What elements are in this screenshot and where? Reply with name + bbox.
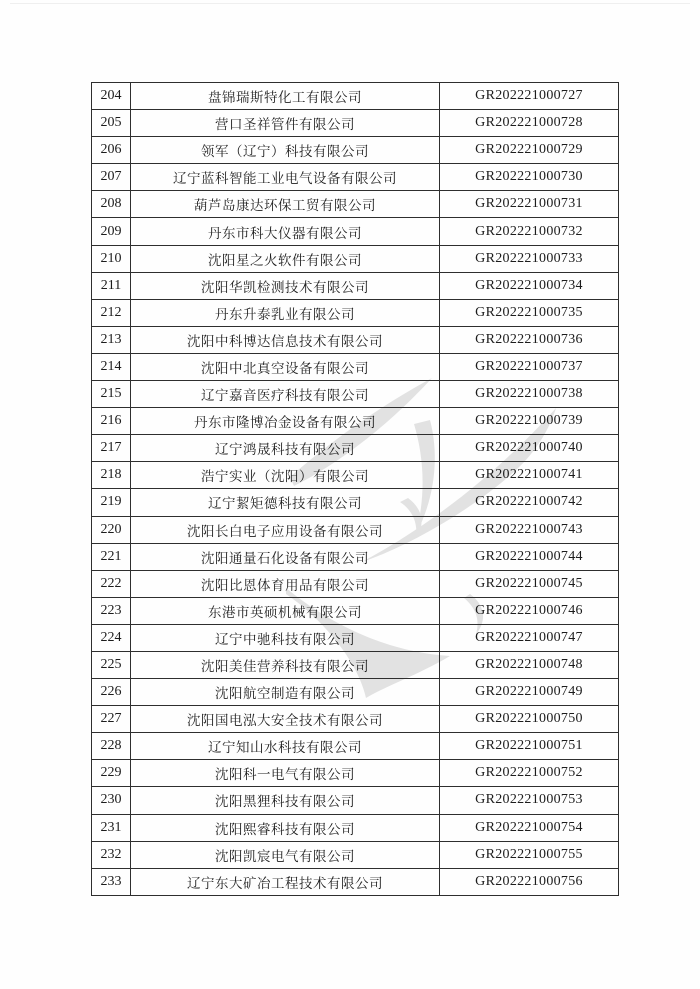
certificate-code: GR202221000739: [440, 408, 619, 435]
table-row: [92, 651, 619, 678]
company-name: 葫芦岛康达环保工贸有限公司: [131, 191, 440, 218]
row-number: 231: [92, 814, 131, 841]
scan-edge-artifact: [10, 3, 690, 4]
certificate-code: GR202221000729: [440, 137, 619, 164]
certificate-code: GR202221000749: [440, 679, 619, 706]
certificate-code: GR202221000743: [440, 516, 619, 543]
company-name: 沈阳比恩体育用品有限公司: [131, 570, 440, 597]
certificate-code: GR202221000735: [440, 299, 619, 326]
table-row: [92, 570, 619, 597]
certificate-code: GR202221000750: [440, 706, 619, 733]
table-row: [92, 679, 619, 706]
company-name: 浩宁实业（沈阳）有限公司: [131, 462, 440, 489]
certificate-code: GR202221000730: [440, 164, 619, 191]
certificate-code: GR202221000727: [440, 83, 619, 110]
table-row: [92, 624, 619, 651]
table-row: [92, 218, 619, 245]
row-number: 216: [92, 408, 131, 435]
row-number: 208: [92, 191, 131, 218]
company-name: 沈阳国电泓大安全技术有限公司: [131, 706, 440, 733]
certificate-code: GR202221000731: [440, 191, 619, 218]
table-row: [92, 489, 619, 516]
row-number: 207: [92, 164, 131, 191]
table-row: [92, 435, 619, 462]
row-number: 226: [92, 679, 131, 706]
row-number: 221: [92, 543, 131, 570]
row-number: 206: [92, 137, 131, 164]
row-number: 215: [92, 381, 131, 408]
certificate-code: GR202221000728: [440, 110, 619, 137]
table-row: [92, 137, 619, 164]
table-row: [92, 245, 619, 272]
company-name: 盘锦瑞斯特化工有限公司: [131, 83, 440, 110]
certification-table-body: [92, 83, 619, 896]
table-row: [92, 83, 619, 110]
row-number: 229: [92, 760, 131, 787]
table-row: [92, 760, 619, 787]
table-row: [92, 868, 619, 895]
certificate-code: GR202221000741: [440, 462, 619, 489]
row-number: 213: [92, 326, 131, 353]
row-number: 220: [92, 516, 131, 543]
company-name: 丹东市科大仪器有限公司: [131, 218, 440, 245]
company-name: 沈阳长白电子应用设备有限公司: [131, 516, 440, 543]
row-number: 205: [92, 110, 131, 137]
company-name: 营口圣祥管件有限公司: [131, 110, 440, 137]
certificate-code: GR202221000756: [440, 868, 619, 895]
table-row: [92, 462, 619, 489]
row-number: 233: [92, 868, 131, 895]
company-name: 辽宁鸿晟科技有限公司: [131, 435, 440, 462]
row-number: 218: [92, 462, 131, 489]
certificate-code: GR202221000747: [440, 624, 619, 651]
certificate-code: GR202221000744: [440, 543, 619, 570]
table-row: [92, 110, 619, 137]
company-name: 沈阳凯宸电气有限公司: [131, 841, 440, 868]
company-name: 辽宁中驰科技有限公司: [131, 624, 440, 651]
table-row: [92, 787, 619, 814]
row-number: 228: [92, 733, 131, 760]
certificate-code: GR202221000736: [440, 326, 619, 353]
certificate-code: GR202221000753: [440, 787, 619, 814]
company-name: 沈阳熙睿科技有限公司: [131, 814, 440, 841]
table-row: [92, 272, 619, 299]
row-number: 204: [92, 83, 131, 110]
company-name: 辽宁蓝科智能工业电气设备有限公司: [131, 164, 440, 191]
certificate-code: GR202221000738: [440, 381, 619, 408]
company-name: 丹东升泰乳业有限公司: [131, 299, 440, 326]
certificate-code: GR202221000751: [440, 733, 619, 760]
certificate-code: GR202221000740: [440, 435, 619, 462]
company-name: 辽宁东大矿冶工程技术有限公司: [131, 868, 440, 895]
table-row: [92, 516, 619, 543]
row-number: 217: [92, 435, 131, 462]
table-row: [92, 164, 619, 191]
row-number: 227: [92, 706, 131, 733]
table-row: [92, 191, 619, 218]
company-name: 沈阳科一电气有限公司: [131, 760, 440, 787]
company-name: 东港市英硕机械有限公司: [131, 597, 440, 624]
certificate-code: GR202221000748: [440, 651, 619, 678]
certification-table: [91, 82, 619, 896]
company-name: 沈阳星之火软件有限公司: [131, 245, 440, 272]
table-row: [92, 299, 619, 326]
table-row: [92, 326, 619, 353]
company-name: 丹东市隆博冶金设备有限公司: [131, 408, 440, 435]
company-name: 沈阳华凯检测技术有限公司: [131, 272, 440, 299]
row-number: 224: [92, 624, 131, 651]
certificate-code: GR202221000734: [440, 272, 619, 299]
row-number: 209: [92, 218, 131, 245]
row-number: 230: [92, 787, 131, 814]
table-row: [92, 381, 619, 408]
row-number: 225: [92, 651, 131, 678]
table-row: [92, 353, 619, 380]
company-name: 沈阳美佳营养科技有限公司: [131, 651, 440, 678]
row-number: 212: [92, 299, 131, 326]
company-name: 辽宁絜矩德科技有限公司: [131, 489, 440, 516]
table-row: [92, 706, 619, 733]
table-row: [92, 814, 619, 841]
row-number: 232: [92, 841, 131, 868]
table-row: [92, 408, 619, 435]
row-number: 211: [92, 272, 131, 299]
table-row: [92, 543, 619, 570]
certificate-code: GR202221000745: [440, 570, 619, 597]
certificate-code: GR202221000752: [440, 760, 619, 787]
table-row: [92, 597, 619, 624]
certificate-code: GR202221000746: [440, 597, 619, 624]
company-name: 沈阳中北真空设备有限公司: [131, 353, 440, 380]
table-row: [92, 841, 619, 868]
certificate-code: GR202221000742: [440, 489, 619, 516]
company-name: 辽宁知山水科技有限公司: [131, 733, 440, 760]
company-name: 领军（辽宁）科技有限公司: [131, 137, 440, 164]
company-name: 辽宁嘉音医疗科技有限公司: [131, 381, 440, 408]
row-number: 223: [92, 597, 131, 624]
certificate-code: GR202221000755: [440, 841, 619, 868]
certificate-code: GR202221000732: [440, 218, 619, 245]
company-name: 沈阳中科博达信息技术有限公司: [131, 326, 440, 353]
row-number: 214: [92, 353, 131, 380]
row-number: 219: [92, 489, 131, 516]
company-name: 沈阳通量石化设备有限公司: [131, 543, 440, 570]
certificate-code: GR202221000733: [440, 245, 619, 272]
company-name: 沈阳黑狸科技有限公司: [131, 787, 440, 814]
certificate-code: GR202221000737: [440, 353, 619, 380]
certificate-code: GR202221000754: [440, 814, 619, 841]
row-number: 222: [92, 570, 131, 597]
company-name: 沈阳航空制造有限公司: [131, 679, 440, 706]
row-number: 210: [92, 245, 131, 272]
table-row: [92, 733, 619, 760]
